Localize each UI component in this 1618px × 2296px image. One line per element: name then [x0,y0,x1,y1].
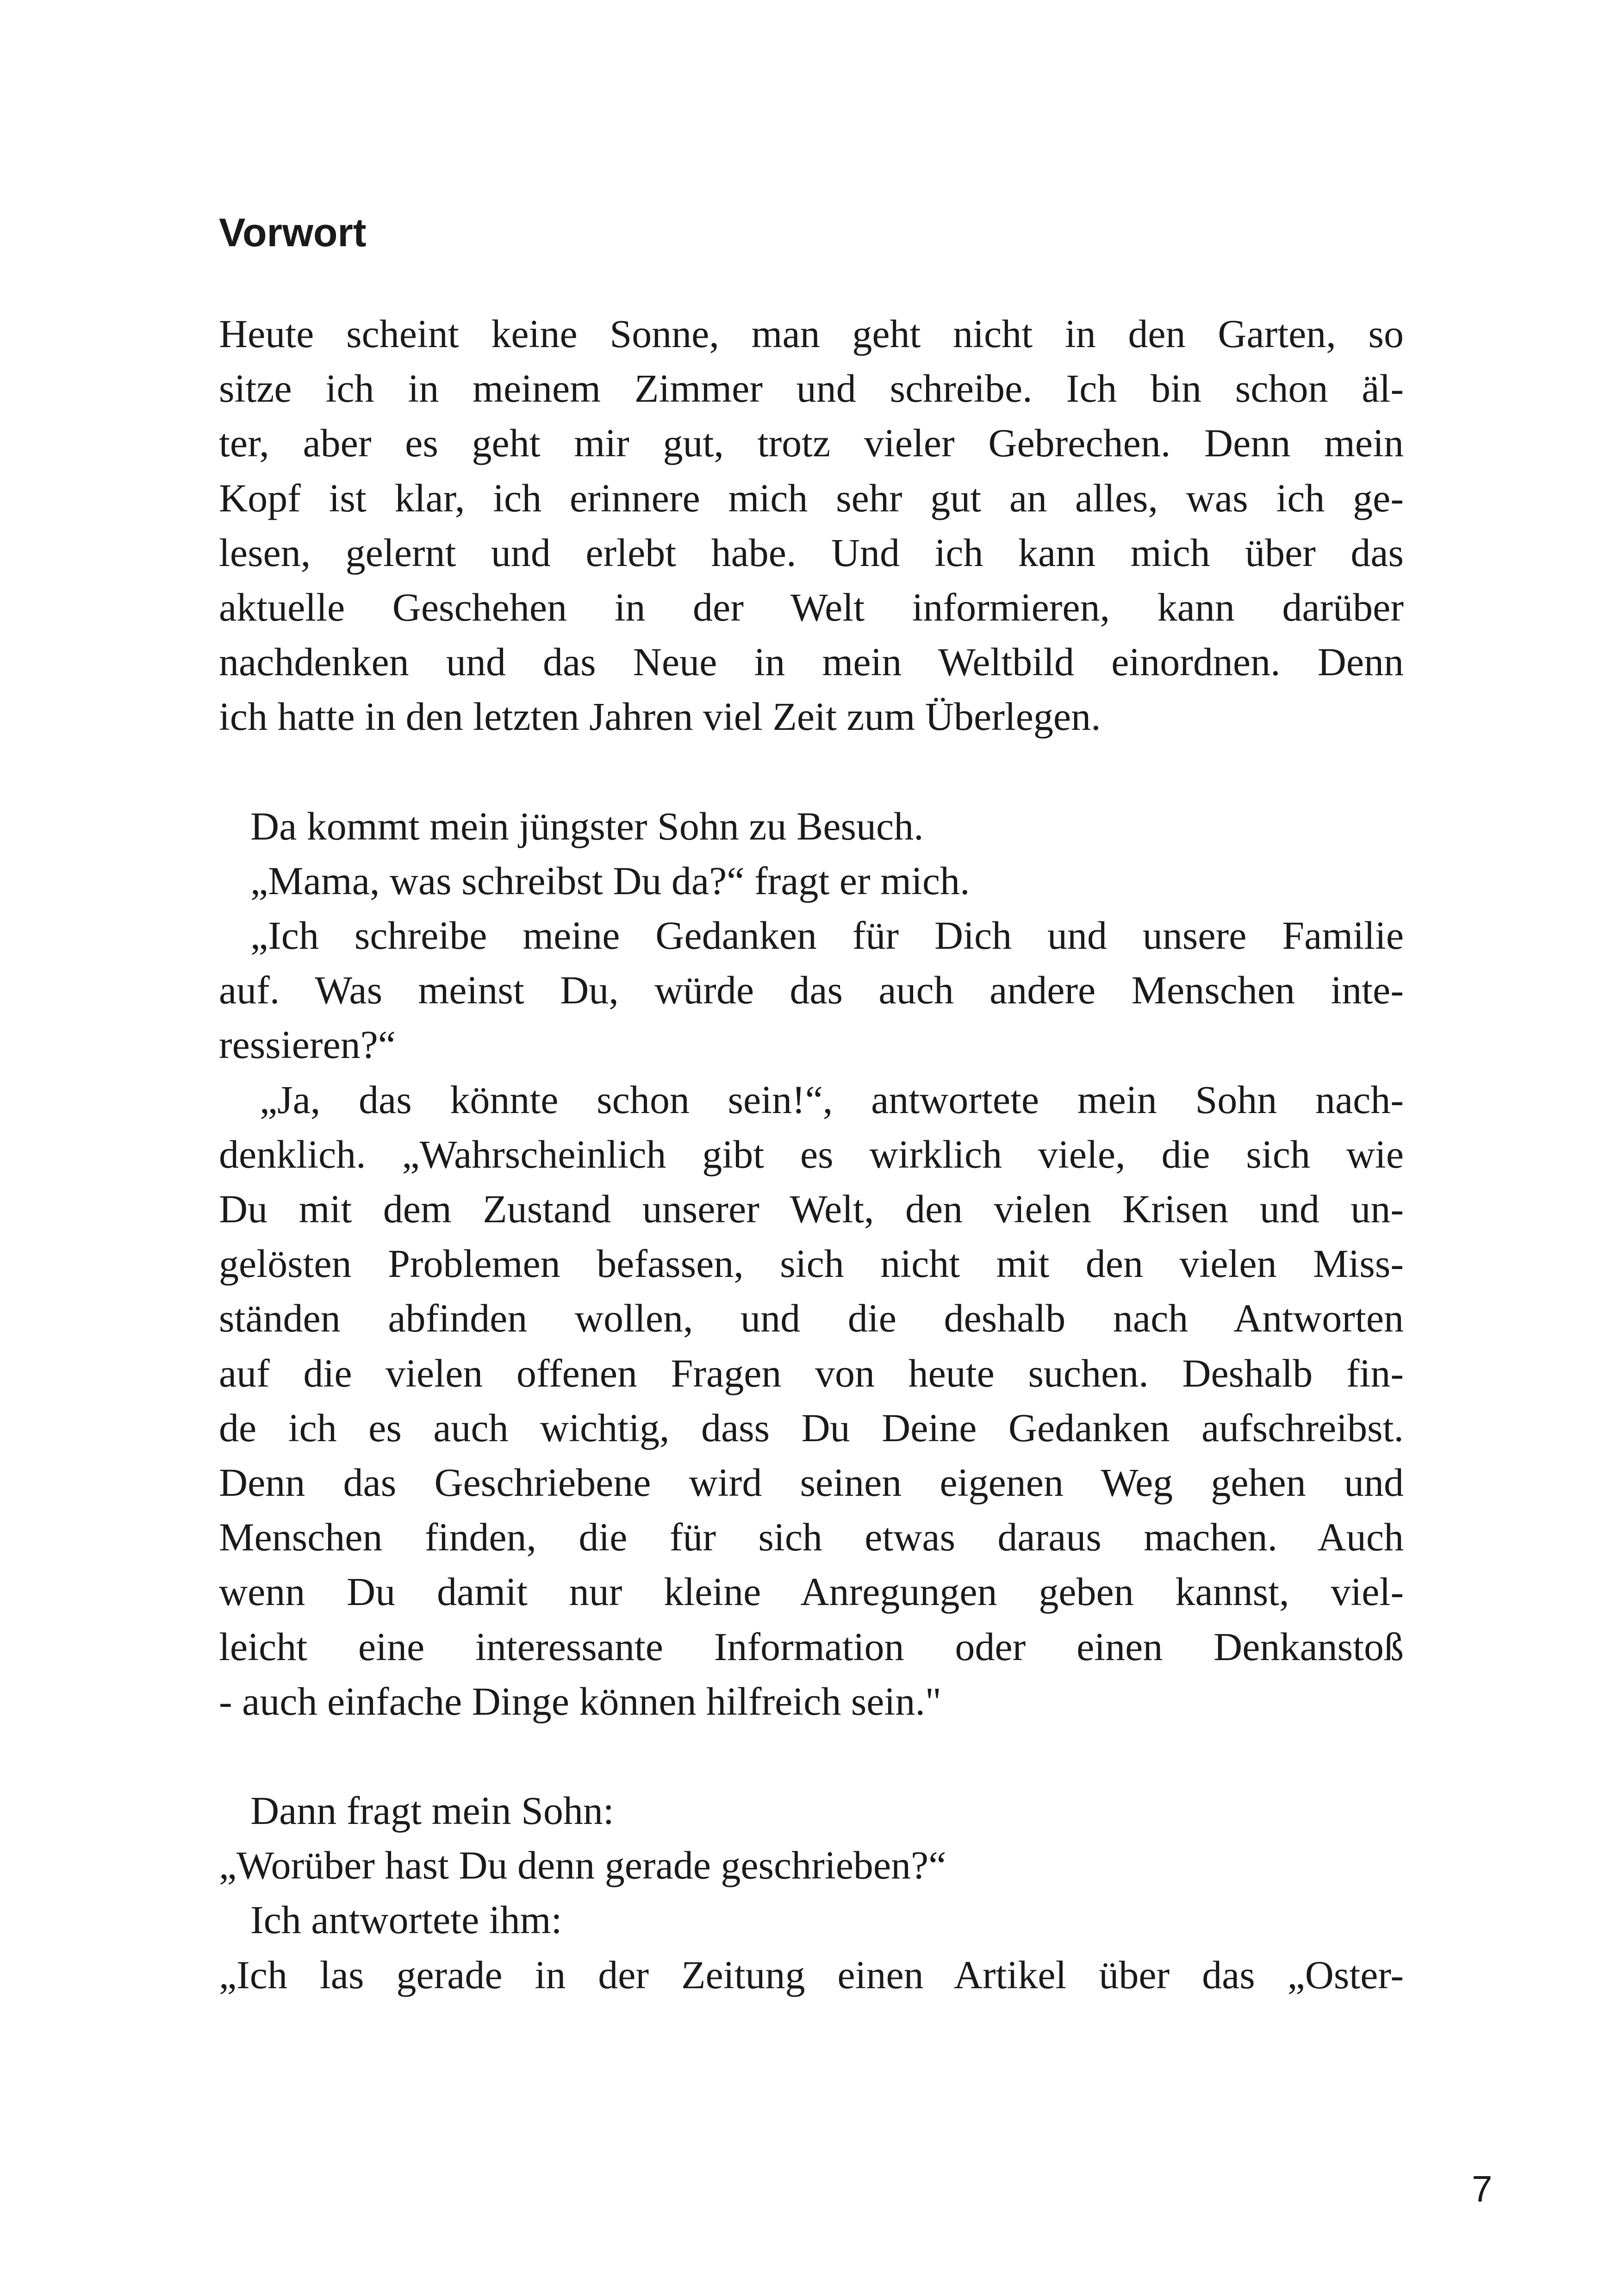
text-line: „Ich las gerade in der Zeitung einen Artikel über das „Oster- [219,1952,1404,1997]
text-line: ich hatte in den letzten Jahren viel Zeit zum Überlegen. [219,694,1101,739]
text-line: „Ich schreibe meine Gedanken für Dich und unsere Familie [250,913,1404,958]
text-line: Du mit dem Zustand unserer Welt, den vielen Krisen und un- [219,1187,1404,1231]
text-line: ständen abfinden wollen, und die deshalb nach Antworten [219,1296,1404,1341]
text-line: „Ja, das könnte schon sein!“, antwortete mein Sohn nach- [260,1077,1404,1122]
text-line: de ich es auch wichtig, dass Du Deine Gedanken aufschreibst. [219,1405,1404,1450]
text-line: Menschen finden, die für sich etwas daraus machen. Auch [219,1515,1404,1560]
text-line: ressieren?“ [219,1022,396,1067]
text-line: auf. Was meinst Du, würde das auch andere Menschen inte- [219,968,1404,1013]
text-line: Ich antwortete ihm: [250,1898,562,1942]
text-line: leicht eine interessante Information oder einen Denkanstoß [219,1624,1404,1669]
text-line: „Worüber hast Du denn gerade geschrieben?“ [219,1843,946,1888]
text-line: lesen, gelernt und erlebt habe. Und ich kann mich über das [219,530,1404,575]
text-line: Kopf ist klar, ich erinnere mich sehr gut an alles, was ich ge- [219,475,1404,520]
paragraph-gap [219,1729,1404,1783]
text-line: auf die vielen offenen Fragen von heute suchen. Deshalb fin- [219,1350,1404,1395]
text-line: sitze ich in meinem Zimmer und schreibe. Ich bin schon äl- [219,366,1404,411]
text-line: „Mama, was schreibst Du da?“ fragt er mich. [250,858,970,903]
text-line: aktuelle Geschehen in der Welt informieren, kann darüber [219,585,1404,629]
text-line: ter, aber es geht mir gut, trotz vieler Gebrechen. Denn mein [219,421,1404,466]
text-line: gelösten Problemen befassen, sich nicht mit den vielen Miss- [219,1241,1404,1286]
text-line: Denn das Geschriebene wird seinen eigenen Weg gehen und [219,1460,1404,1505]
paragraph-gap [219,744,1404,799]
text-line: wenn Du damit nur kleine Anregungen geben kannst, viel- [219,1569,1404,1614]
page-title: Vorwort [219,211,367,255]
text-line: Heute scheint keine Sonne, man geht nicht in den Garten, so [219,311,1404,356]
text-line: Da kommt mein jüngster Sohn zu Besuch. [250,803,924,848]
text-line: Dann fragt mein Sohn: [250,1788,614,1833]
body-text [219,306,1404,2002]
text-line: nachdenken und das Neue in mein Weltbild einordnen. Denn [219,640,1404,684]
page-number: 7 [1472,2168,1493,2209]
text-line: - auch einfache Dinge können hilfreich sein." [219,1679,941,1724]
text-line: denklich. „Wahrscheinlich gibt es wirklich viele, die sich wie [219,1132,1404,1176]
